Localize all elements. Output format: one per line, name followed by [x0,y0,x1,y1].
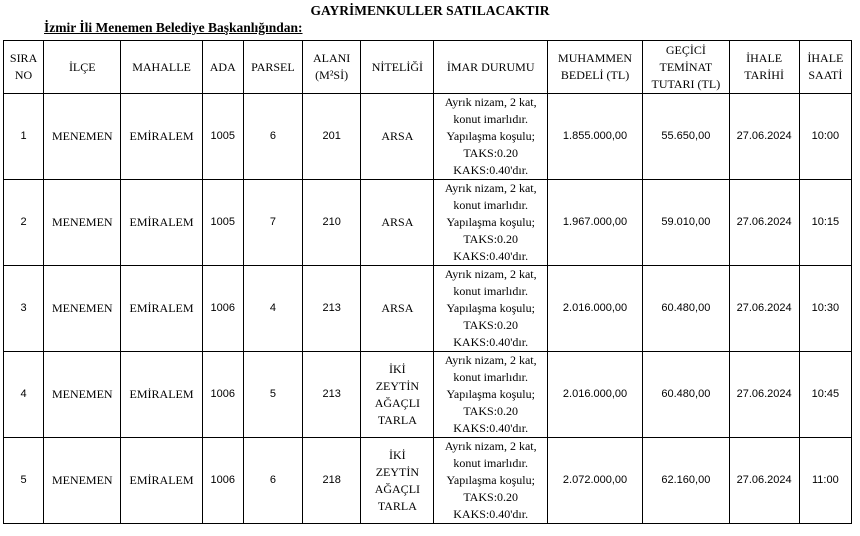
header-ihale-saati: İHALE SAATİ [799,41,851,94]
cell-ilce: MENEMEN [44,180,121,266]
cell-imar-durumu: Ayrık nizam, 2 kat, konut imarlıdır. Yapılaşma koşulu; TAKS:0.20 KAKS:0.40'dır. [434,180,547,266]
cell-alani: 213 [303,266,361,352]
cell-ihale-saati: 10:15 [799,180,851,266]
cell-gecici-teminat: 62.160,00 [643,438,729,524]
cell-ihale-tarihi: 27.06.2024 [729,180,799,266]
cell-gecici-teminat: 55.650,00 [643,94,729,180]
cell-ihale-tarihi: 27.06.2024 [729,438,799,524]
property-sale-table [3,40,852,524]
table-body [4,94,852,524]
header-ilce: İLÇE [44,41,121,94]
cell-alani: 201 [303,94,361,180]
cell-alani: 210 [303,180,361,266]
cell-mahalle: EMİRALEM [121,438,202,524]
header-parsel: PARSEL [243,41,302,94]
cell-ada: 1006 [202,266,243,352]
cell-sira-no: 3 [4,266,44,352]
header-alani: ALANI (M²Sİ) [303,41,361,94]
table-header-row [4,41,852,94]
document-subtitle: İzmir İli Menemen Belediye Başkanlığından: [44,20,303,35]
cell-sira-no: 5 [4,438,44,524]
header-muhammen-bedeli: MUHAMMEN BEDELİ (TL) [547,41,642,94]
cell-niteligi: ARSA [361,266,434,352]
cell-sira-no: 4 [4,352,44,438]
cell-imar-durumu: Ayrık nizam, 2 kat, konut imarlıdır. Yapılaşma koşulu; TAKS:0.20 KAKS:0.40'dır. [434,266,547,352]
cell-ihale-tarihi: 27.06.2024 [729,352,799,438]
cell-parsel: 7 [243,180,302,266]
cell-ilce: MENEMEN [44,266,121,352]
cell-ihale-saati: 10:30 [799,266,851,352]
cell-ada: 1006 [202,352,243,438]
cell-mahalle: EMİRALEM [121,180,202,266]
cell-imar-durumu: Ayrık nizam, 2 kat, konut imarlıdır. Yapılaşma koşulu; TAKS:0.20 KAKS:0.40'dır. [434,352,547,438]
cell-ilce: MENEMEN [44,352,121,438]
cell-ihale-saati: 10:45 [799,352,851,438]
table-row [4,266,852,352]
header-sira-no: SIRA NO [4,41,44,94]
cell-parsel: 6 [243,438,302,524]
header-niteligi: NİTELİĞİ [361,41,434,94]
cell-mahalle: EMİRALEM [121,94,202,180]
cell-niteligi: ARSA [361,180,434,266]
header-imar-durumu: İMAR DURUMU [434,41,547,94]
table-row [4,94,852,180]
table-row [4,352,852,438]
document-title: GAYRİMENKULLER SATILACAKTIR [310,3,550,18]
cell-ihale-tarihi: 27.06.2024 [729,266,799,352]
table-row [4,180,852,266]
cell-muhammen-bedeli: 2.072.000,00 [547,438,642,524]
cell-alani: 218 [303,438,361,524]
cell-gecici-teminat: 59.010,00 [643,180,729,266]
cell-alani: 213 [303,352,361,438]
cell-muhammen-bedeli: 2.016.000,00 [547,352,642,438]
header-mahalle: MAHALLE [121,41,202,94]
cell-imar-durumu: Ayrık nizam, 2 kat, konut imarlıdır. Yapılaşma koşulu; TAKS:0.20 KAKS:0.40'dır. [434,94,547,180]
cell-gecici-teminat: 60.480,00 [643,266,729,352]
cell-parsel: 5 [243,352,302,438]
cell-ilce: MENEMEN [44,94,121,180]
cell-parsel: 4 [243,266,302,352]
table-row [4,438,852,524]
header-ada: ADA [202,41,243,94]
cell-muhammen-bedeli: 1.855.000,00 [547,94,642,180]
cell-gecici-teminat: 60.480,00 [643,352,729,438]
cell-muhammen-bedeli: 1.967.000,00 [547,180,642,266]
cell-ihale-tarihi: 27.06.2024 [729,94,799,180]
cell-ihale-saati: 11:00 [799,438,851,524]
cell-niteligi: İKİ ZEYTİN AĞAÇLI TARLA [361,438,434,524]
cell-mahalle: EMİRALEM [121,266,202,352]
cell-ada: 1005 [202,180,243,266]
cell-ada: 1005 [202,94,243,180]
cell-imar-durumu: Ayrık nizam, 2 kat, konut imarlıdır. Yapılaşma koşulu; TAKS:0.20 KAKS:0.40'dır. [434,438,547,524]
header-ihale-tarihi: İHALE TARİHİ [729,41,799,94]
cell-ilce: MENEMEN [44,438,121,524]
cell-ihale-saati: 10:00 [799,94,851,180]
cell-sira-no: 2 [4,180,44,266]
cell-niteligi: İKİ ZEYTİN AĞAÇLI TARLA [361,352,434,438]
cell-parsel: 6 [243,94,302,180]
cell-sira-no: 1 [4,94,44,180]
cell-niteligi: ARSA [361,94,434,180]
cell-ada: 1006 [202,438,243,524]
header-gecici-teminat: GEÇİCİ TEMİNAT TUTARI (TL) [643,41,729,94]
cell-mahalle: EMİRALEM [121,352,202,438]
cell-muhammen-bedeli: 2.016.000,00 [547,266,642,352]
